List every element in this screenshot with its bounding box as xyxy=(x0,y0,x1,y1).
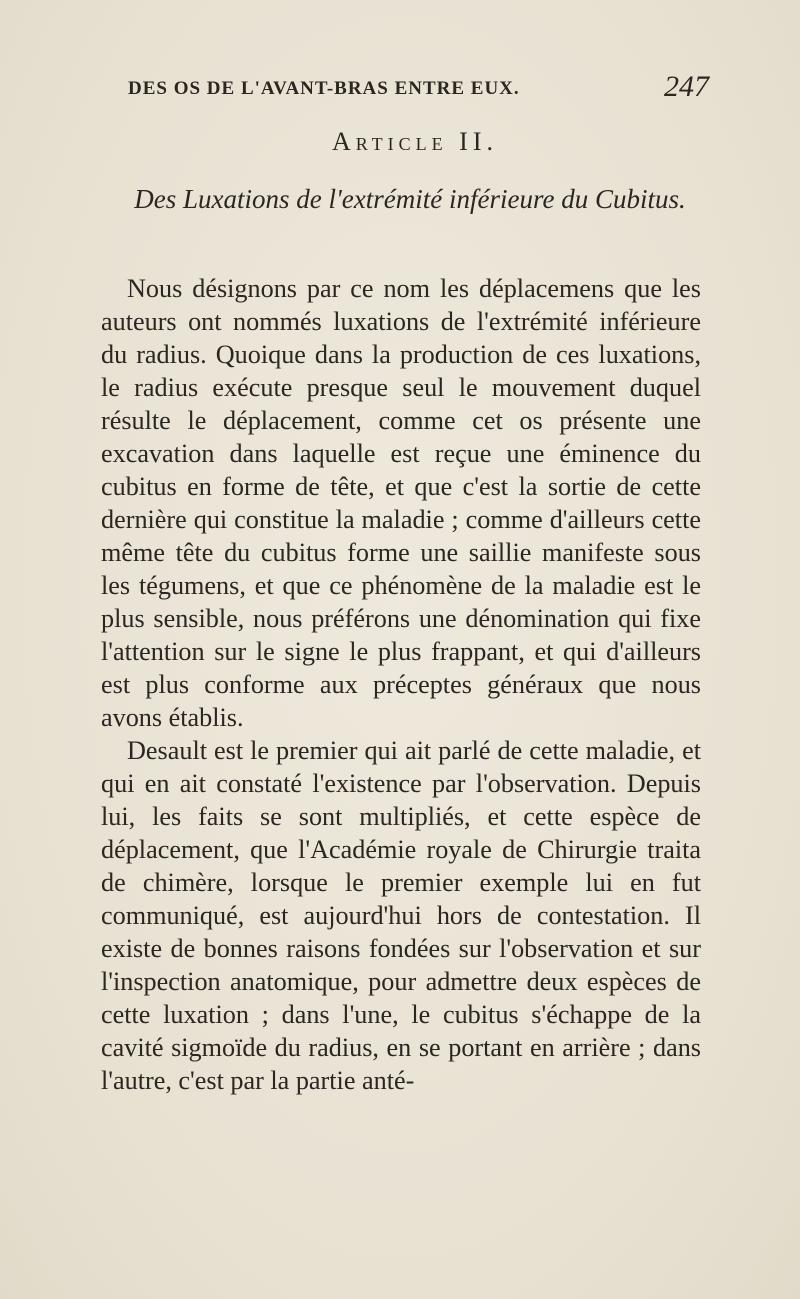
page-number: 247 xyxy=(664,70,709,103)
body-text xyxy=(101,272,701,1097)
article-heading: Article II. xyxy=(331,127,498,156)
running-head: DES OS DE L'AVANT-BRAS ENTRE EUX. xyxy=(128,78,520,99)
paragraph-1: Nous désignons par ce nom les déplacemens que les auteurs ont nommés luxations de l'extrémité inférieure du radius. Quoique dans la production de ces luxations, le radius exécute presque seul le mouvement duquel résulte le déplacement, comme cet os présente une excavation dans laquelle est reçue une éminence du cubitus en forme de tête, et que c'est la sortie de cette dernière qui constitue la maladie ; comme d'ailleurs cette même tête du cubitus forme une saillie manifeste sous les tégumens, et que ce phénomène de la maladie est le plus sensible, nous préférons une dénomination qui fixe l'attention sur le signe le plus frappant, et qui d'ailleurs est plus conforme aux préceptes généraux que nous avons établis. xyxy=(101,274,701,732)
section-title: Des Luxations de l'extrémité inférieure du Cubitus. xyxy=(134,184,686,214)
paragraph-2: Desault est le premier qui ait parlé de cette maladie, et qui en ait constaté l'existence par l'observation. Depuis lui, les faits se sont multipliés, et cette espèce de déplacement, que l'Académie royale de Chirurgie traita de chimère, lorsque le premier exemple lui en fut communiqué, est aujourd'hui hors de contestation. Il existe de bonnes raisons fondées sur l'observation et sur l'inspection anatomique, pour admettre deux espèces de cette luxation ; dans l'une, le cubitus s'échappe de la cavité sigmoïde du radius, en se portant en arrière ; dans l'autre, c'est par la partie anté- xyxy=(101,736,701,1095)
